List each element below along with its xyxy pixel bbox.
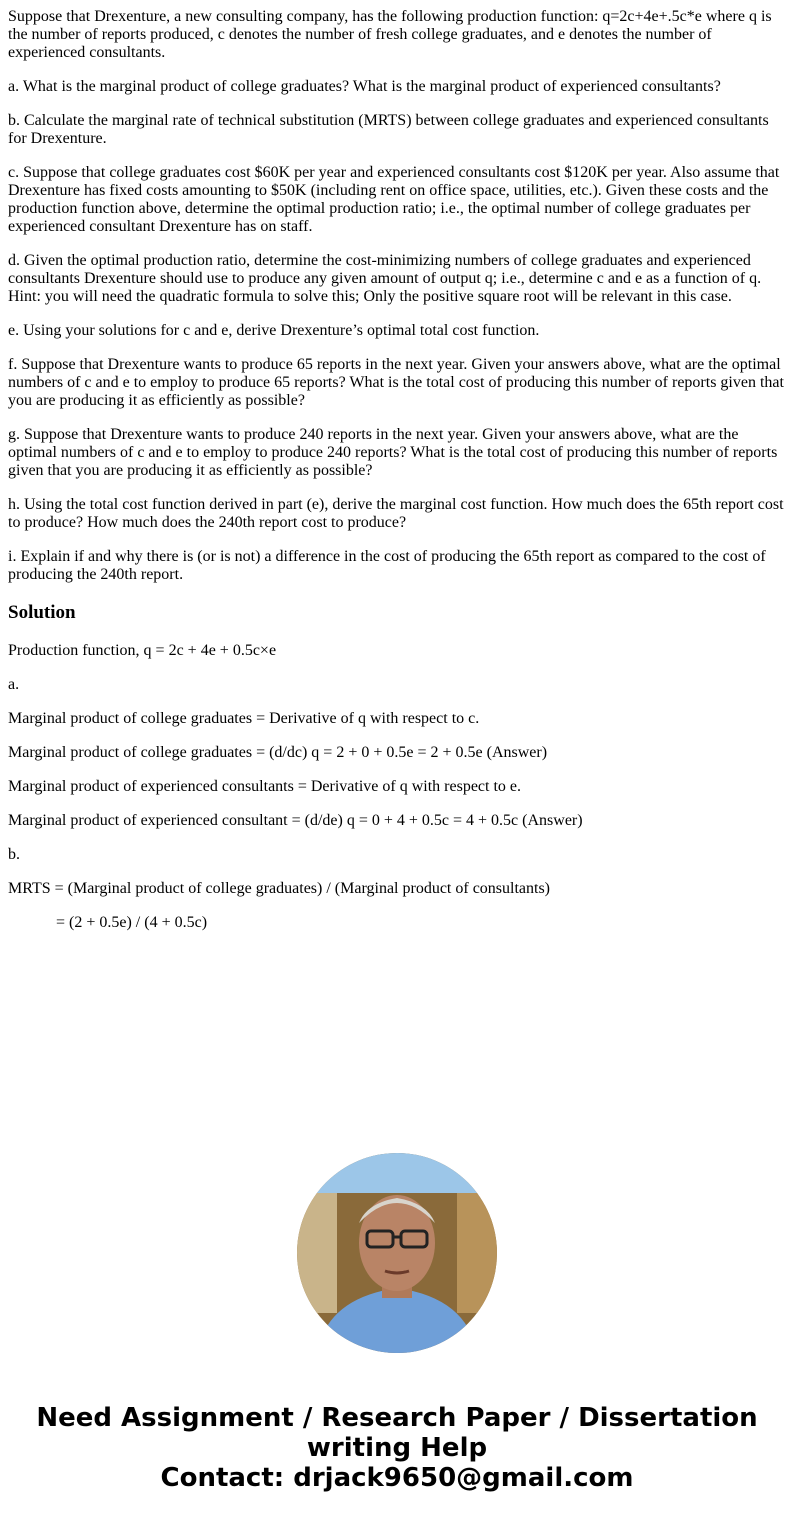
- document-body: [8, 8, 786, 948]
- solution-line: MRTS = (Marginal product of college graduates) / (Marginal product of consultants): [8, 880, 551, 897]
- question-part-h: h. Using the total cost function derived in part (e), derive the marginal cost function. How much does the 65th report cost to produce? How much does the 240th report cost to produce?: [8, 496, 784, 531]
- solution-line: Marginal product of experienced consultants = Derivative of q with respect to e.: [8, 778, 522, 795]
- solution-line: Marginal product of college graduates = Derivative of q with respect to c.: [8, 710, 480, 727]
- question-intro: Suppose that Drexenture, a new consulting company, has the following production function: q=2c+4e+.5c*e where q is the number of reports produced, c denotes the number of fresh college graduates, and e denotes the number of experienced consultants.: [8, 8, 772, 61]
- solution-line: b.: [8, 846, 20, 863]
- banner-headline: Need Assignment / Research Paper / Dissertation writing Help: [36, 1403, 758, 1463]
- question-part-g: g. Suppose that Drexenture wants to produce 240 reports in the next year. Given your answers above, what are the optimal numbers of c and e to employ to produce 240 reports? What is the total cost of producing this number of reports given that you are producing it as efficiently as possible?: [8, 426, 778, 479]
- question-part-d: d. Given the optimal production ratio, determine the cost-minimizing numbers of college graduates and experienced consultants Drexenture should use to produce any given amount of output q; i.e., determine c and e as a function of q. Hint: you will need the quadratic formula to solve this; Only the positive square root will be relevant in this case.: [8, 252, 762, 305]
- question-part-c: c. Suppose that college graduates cost $60K per year and experienced consultants cost $120K per year. Also assume that Drexenture has fixed costs amounting to $50K (including rent on office space, utilities, etc.). Given these costs and the production function above, determine the optimal production ratio; i.e., the optimal number of college graduates per experienced consultant Drexenture has on staff.: [8, 164, 780, 235]
- question-part-a: a. What is the marginal product of college graduates? What is the marginal product of experienced consultants?: [8, 78, 721, 95]
- solution-line: a.: [8, 676, 20, 693]
- person-portrait-icon: [297, 1153, 497, 1353]
- question-part-f: f. Suppose that Drexenture wants to produce 65 reports in the next year. Given your answers above, what are the optimal numbers of c and e to employ to produce 65 reports? What is the total cost of producing this number of reports given that you are producing it as efficiently as possible?: [8, 356, 784, 409]
- solution-line: Marginal product of college graduates = (d/dc) q = 2 + 0 + 0.5e = 2 + 0.5e (Answer): [8, 744, 548, 761]
- question-part-e: e. Using your solutions for c and e, derive Drexenture’s optimal total cost function.: [8, 322, 540, 339]
- question-part-b: b. Calculate the marginal rate of technical substitution (MRTS) between college graduates and experienced consultants for Drexenture.: [8, 112, 769, 147]
- contact-email: Contact: drjack9650@gmail.com: [160, 1463, 634, 1493]
- author-photo: [297, 1153, 497, 1353]
- solution-heading: Solution: [8, 602, 76, 623]
- solution-line: = (2 + 0.5e) / (4 + 0.5c): [56, 914, 208, 931]
- solution-line: Production function, q = 2c + 4e + 0.5c×e: [8, 642, 277, 659]
- question-part-i: i. Explain if and why there is (or is not) a difference in the cost of producing the 65th report as compared to the cost of producing the 240th report.: [8, 548, 766, 583]
- solution-line: Marginal product of experienced consultant = (d/de) q = 0 + 4 + 0.5c = 4 + 0.5c (Answer): [8, 812, 583, 829]
- contact-banner: [0, 1403, 794, 1493]
